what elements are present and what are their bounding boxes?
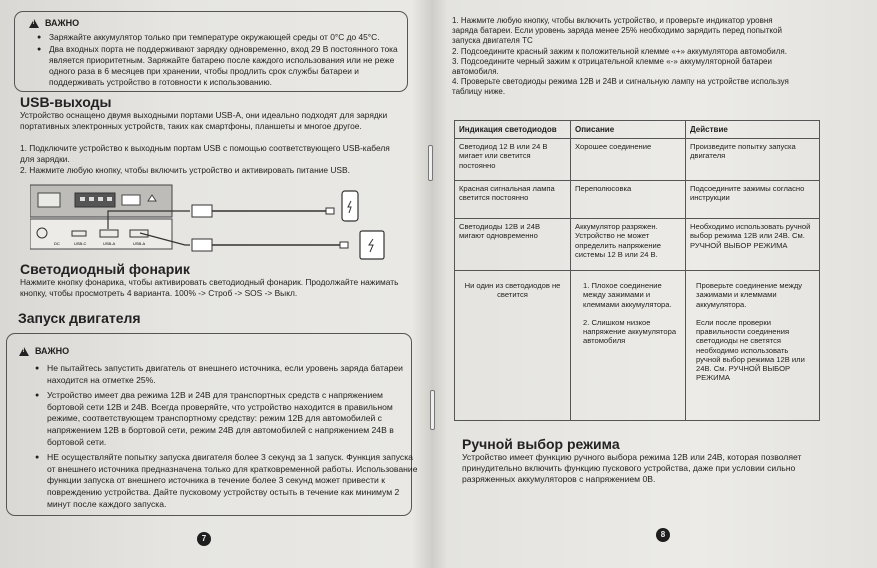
port-label-dc: DC bbox=[54, 241, 60, 246]
warning-box-top bbox=[14, 11, 408, 92]
usb-step: 1. Подключите устройство к выходным портам USB с помощью соответствующего USB-кабеля для зарядки. bbox=[20, 143, 390, 164]
usb-heading: USB-выходы bbox=[20, 94, 112, 110]
page-number-right: 8 bbox=[656, 528, 670, 542]
warning-title bbox=[19, 346, 69, 356]
warning-item: ● НЕ осуществляйте попытку запуска двигателя более 3 секунд за 1 запуск. Функция запуска от внешнего источника предназначена только для кратковременной работы. Использование функции запуска от внешнего источника в течение более 3 секунд может привести к повреждению устройства. Дайте пусковому устройству остыть в течение как минимум 2 минут после каждого запуска. bbox=[47, 452, 419, 510]
smartphone-icon bbox=[342, 191, 358, 221]
warning-item: ● Заряжайте аккумулятор только при температуре окружающей среды от 0°С до 45°С. bbox=[49, 32, 411, 43]
page-number-left: 7 bbox=[197, 532, 211, 546]
warning-item: ● Два входных порта не поддерживают зарядку одновременно, вход 29 В постоянного тока является приоритетным. Заряжайте батарею после каждого использования или не реже одного раза в 6 месяцев при хранении, чтобы продлить срок службы батареи и поддерживать устройство в готовности к использованию. bbox=[49, 44, 411, 88]
table-header: Индикация светодиодов bbox=[455, 121, 571, 139]
table-row bbox=[455, 181, 820, 219]
usb-intro: Устройство оснащено двумя выходными портами USB-A, они идеально подходят для зарядки портативных электронных устройств, таких как смартфоны, планшеты и многое другое. bbox=[20, 110, 388, 131]
right-page bbox=[432, 0, 877, 568]
engine-heading: Запуск двигателя bbox=[18, 310, 141, 326]
table-cell: Необходимо использовать ручной выбор режима 12В или 24В. См. РУЧНОЙ ВЫБОР РЕЖИМА bbox=[686, 219, 820, 271]
instruction-step: 4. Проверьте светодиоды режима 12В и 24В и сигнальную лампу на устройстве используя таблицу ниже. bbox=[452, 77, 789, 97]
table-cell: Светодиоды 12В и 24В мигают одновременно bbox=[455, 219, 571, 271]
flashlight-heading: Светодиодный фонарик bbox=[20, 261, 190, 277]
instruction-step: 2. Подсоедините красный зажим к положительной клемме «+» аккумуляторa автомобиля. bbox=[452, 46, 787, 56]
table-header: Действие bbox=[686, 121, 820, 139]
table-cell: Аккумулятор разряжен. Устройство не может определить напряжение системы 12 В или 24 В. bbox=[571, 219, 686, 271]
port-label-usba: USB-A bbox=[133, 241, 146, 246]
manual-text: Устройство имеет функцию ручного выбора режима 12В или 24В, которая позволяет принудительно включить функцию пускового устройства, даже при условии сильно разряженных аккумуляторов с напряжением 0В. bbox=[462, 452, 802, 485]
table-row bbox=[455, 271, 820, 421]
instruction-step: 1. Нажмите любую кнопку, чтобы включить устройство, и проверьте индикатор уровня заряда батареи. Если уровень заряда менее 25% необходимо зарядить перед попыткой запуска двигателя ТС bbox=[452, 16, 782, 46]
instruction-steps bbox=[452, 16, 797, 98]
table-cell: Проверьте соединение между зажимами и клеммами аккумулятора. Если после проверки правильности соединения светодиоды не светятся необходимо использовать ручной выбор режима 12В или 24В. См. РУЧНОЙ ВЫБОР РЕЖИМА bbox=[686, 271, 820, 421]
usb-cable-icon bbox=[192, 205, 334, 217]
table-cell: Красная сигнальная лампа светится постоянно bbox=[455, 181, 571, 219]
instruction-step: 3. Подсоедините черный зажим к отрицательной клемме «-» аккумуляторной батареи автомобиля. bbox=[452, 56, 772, 77]
warning-box-bottom bbox=[6, 333, 418, 516]
table-cell: Ни один из светодиодов не светится bbox=[455, 271, 571, 421]
warning-icon bbox=[19, 347, 29, 356]
warning-item: ● Не пытайтесь запустить двигатель от внешнего источника, если уровень заряда батареи находится на отметке 25%. bbox=[47, 363, 419, 386]
warning-title-text: ВАЖНО bbox=[35, 346, 70, 356]
table-cell: Хорошее соединение bbox=[571, 139, 686, 181]
table-cell: Переполюсовка bbox=[571, 181, 686, 219]
table-header-row bbox=[455, 121, 820, 139]
flashlight-text: Нажмите кнопку фонарика, чтобы активировать светодиодный фонарик. Продолжайте нажимать кнопку, чтобы просмотреть 4 варианта. 100% -> Строб -> SOS -> Выкл. bbox=[20, 277, 399, 298]
manual-heading: Ручной выбор режима bbox=[462, 436, 620, 452]
warning-icon bbox=[29, 19, 39, 28]
table-cell: Произведите попытку запуска двигателя bbox=[686, 139, 820, 181]
table-cell: 1. Плохое соединение между зажимами и клеммами аккумулятора. 2. Слишком низкое напряжение аккумулятора автомобиля bbox=[571, 271, 686, 421]
table-row bbox=[455, 219, 820, 271]
usb-step: 2. Нажмите любую кнопку, чтобы включить устройство и активировать питание USB. bbox=[20, 165, 350, 175]
warning-title-text: ВАЖНО bbox=[45, 18, 80, 28]
port-label-usbc: USB-C bbox=[74, 241, 87, 246]
usb-steps bbox=[20, 143, 400, 176]
warning-list-bottom bbox=[33, 363, 419, 511]
usb-cable-icon bbox=[192, 239, 348, 251]
warning-title bbox=[29, 18, 79, 28]
warning-item: ● Устройство имеет два режима 12В и 24В для транспортных средств с напряжением бортовой сети 12В и 24В. Всегда проверяйте, что устройство находится в правильном режиме, соответствующем транспортному средству: режим 12В для автомобилей с напряжением 12В в бортовой сети, режим 24В для автомобилей с напряжением 24В в бортовой сети. bbox=[47, 390, 419, 448]
led-indication-table bbox=[454, 120, 820, 421]
usb-illustration bbox=[30, 183, 400, 263]
table-cell: Светодиод 12 В или 24 В мигает или светится постоянно bbox=[455, 139, 571, 181]
tablet-icon bbox=[360, 231, 384, 259]
table-cell: Подсоедините зажимы согласно инструкции bbox=[686, 181, 820, 219]
left-page bbox=[0, 0, 430, 568]
table-row bbox=[455, 139, 820, 181]
port-label-usba: USB-A bbox=[103, 241, 116, 246]
table-header: Описание bbox=[571, 121, 686, 139]
warning-list-top bbox=[35, 32, 411, 89]
